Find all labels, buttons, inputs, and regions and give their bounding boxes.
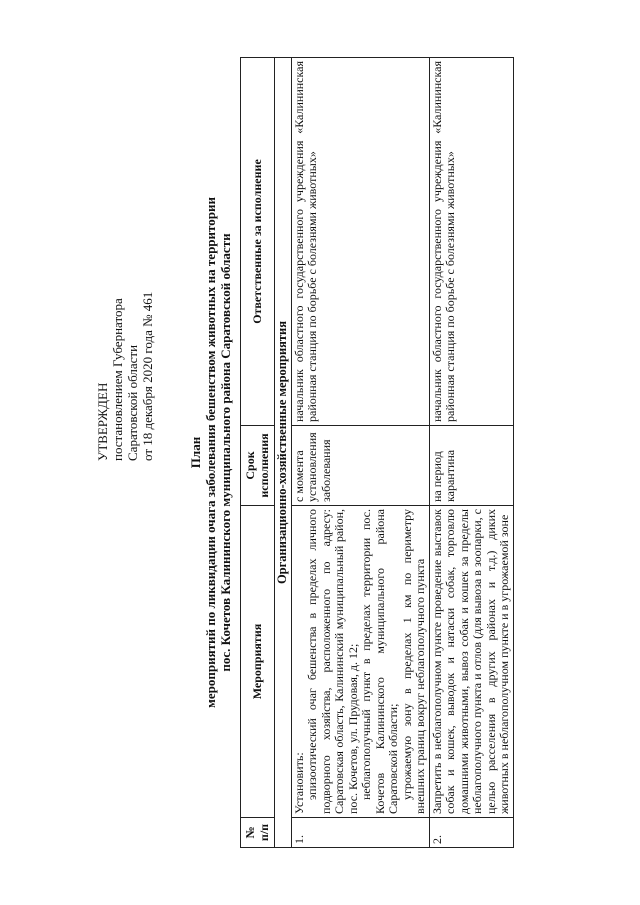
column-header-measures: Мероприятия xyxy=(241,506,275,818)
measure-paragraph: Запретить в неблагополучном пункте проведение выставок собак и кошек, выводок и натаски собак, торговлю домашними животными, вывоз собак и кошек за пределы неблагополучного пункта и отлов (для вывоза в зоопарки, с целью расселения в других районах и т.д.) диких животных в неблагополучном пункте и в угрожаемой зоне xyxy=(429,509,511,814)
approval-stamp-block xyxy=(95,292,155,461)
approval-title: УТВЕРЖДЕН xyxy=(95,382,110,461)
column-header-responsible: Ответственные за исполнение xyxy=(241,58,275,426)
table-header-row xyxy=(241,58,275,848)
document-subtitle: пос. Кочетов Калининского муниципального района Саратовской области xyxy=(218,233,233,672)
document-subtitle: мероприятий по ликвидации очага заболевания бешенством животных на территории xyxy=(203,197,218,708)
document-heading xyxy=(188,0,233,905)
table-row xyxy=(429,58,513,848)
section-title: Организационно-хозяйственные мероприятия xyxy=(275,58,292,848)
row-measures xyxy=(429,506,513,818)
row-measures xyxy=(291,506,429,818)
approval-line: постановлением Губернатора xyxy=(110,298,125,461)
row-term: с момента установления заболевания xyxy=(291,426,429,506)
row-number: 2. xyxy=(429,818,513,848)
approval-line: Саратовской области xyxy=(125,344,140,461)
section-row xyxy=(275,58,292,848)
measure-paragraph: угрожаемую зону в пределах 1 км по периметру внешних границ вокруг неблагополучного пункта xyxy=(399,509,427,814)
approval-date: от 18 декабря 2020 года № 461 xyxy=(140,291,155,461)
row-term: на период карантина xyxy=(429,426,513,506)
document-title: План xyxy=(188,436,203,469)
row-responsible: начальник областного государственного учреждения «Калининская районная станция по борьбе с болезнями животных» xyxy=(291,58,429,426)
measure-paragraph: Установить: xyxy=(291,752,306,814)
measure-paragraph: неблагополучный пункт в пределах территории пос. Кочетов Калининского муниципального района Саратовской области; xyxy=(359,509,400,814)
row-number: 1. xyxy=(291,818,429,848)
row-responsible: начальник областного государственного учреждения «Калининская районная станция по борьбе с болезнями животных» xyxy=(429,58,513,426)
plan-table xyxy=(240,57,514,848)
column-header-term: Срок исполнения xyxy=(241,426,275,506)
measure-paragraph: эпизоотический очаг бешенства в пределах личного подворного хозяйства, расположенного по адресу: Саратовская область, Калининский муниципальный район, пос. Кочетов, ул. Прудовая, д. 12; xyxy=(305,509,360,814)
table-row xyxy=(291,58,429,848)
column-header-num: № п/п xyxy=(241,818,275,848)
